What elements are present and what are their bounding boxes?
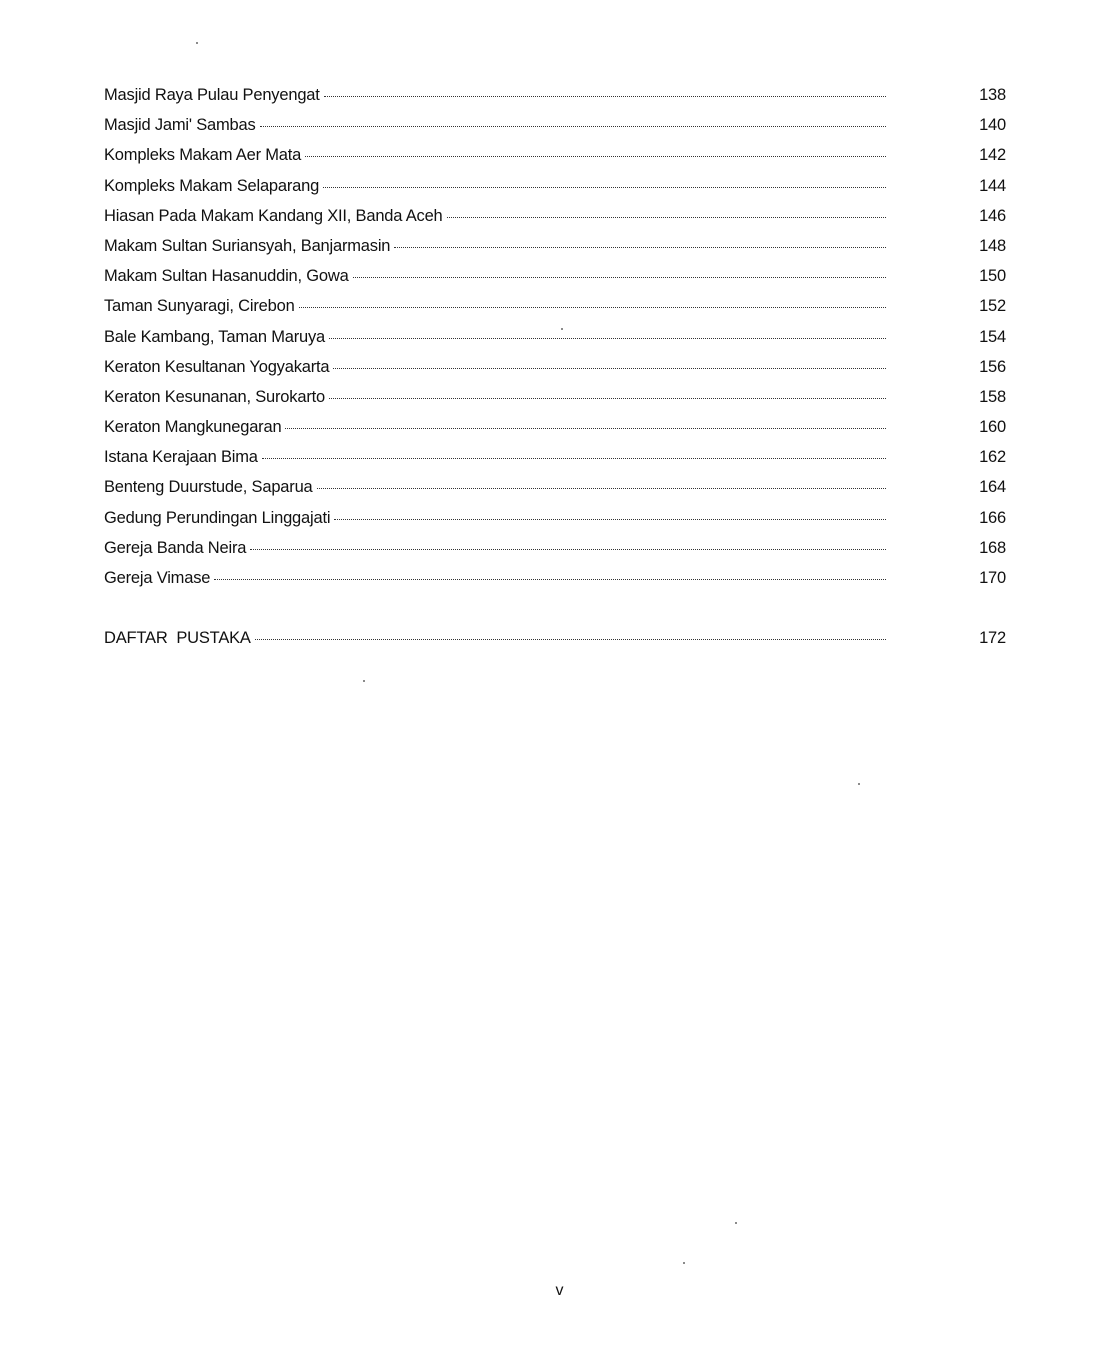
toc-entry [104,569,1006,599]
dot-leader [317,488,886,489]
toc-entry-page: 138 [979,86,1006,104]
toc-entry-title: Benteng Duurstude, Saparua [104,478,313,497]
toc-entry-title: Kompleks Makam Selaparang [104,176,320,195]
toc-entry [104,177,1006,207]
toc-entry [104,388,1006,418]
toc-entry-page: 144 [979,176,1006,195]
dot-leader [260,126,886,127]
toc-entry-page: 148 [979,236,1006,255]
dot-leader [333,368,886,369]
toc-entry-title: Keraton Kesunanan, Surokarto [104,387,325,406]
toc-entry-page: 146 [979,206,1006,225]
dot-leader [329,338,886,339]
scan-speck [735,1222,737,1224]
section-gap [104,599,1006,629]
dot-leader [334,519,886,520]
scan-speck [363,680,365,682]
toc-entry-title: Gereja Banda Neira [104,538,247,557]
toc-entry [104,237,1006,267]
toc-entry-page: 166 [979,508,1006,527]
page-number: v [555,1282,564,1299]
scan-speck [561,328,563,330]
dot-leader [305,156,886,157]
toc-entry [104,328,1006,358]
dot-leader [214,579,886,580]
toc-entry [104,146,1006,176]
dot-leader [353,277,886,278]
toc-entry-title: DAFTAR PUSTAKA [104,629,251,648]
toc-entry [104,418,1006,448]
toc-entry [104,509,1006,539]
toc-entry [104,297,1006,327]
toc-entry-title: Makam Sultan Suriansyah, Banjarmasin [104,236,391,255]
toc-entry-page: 160 [979,418,1006,437]
dot-leader [285,428,886,429]
toc-entry-page: 162 [979,448,1006,467]
dot-leader [299,307,886,308]
dot-leader [250,549,886,550]
dot-leader [255,639,886,640]
toc-entry [104,116,1006,146]
toc-entry-title: Istana Kerajaan Bima [104,448,258,467]
toc-entry-title: Kompleks Makam Aer Mata [104,146,302,165]
toc-entry-title: Hiasan Pada Makam Kandang XII, Banda Aceh [104,206,443,225]
toc-entry-page: 164 [979,478,1006,497]
dot-leader [323,187,886,188]
toc-entry [104,207,1006,237]
scan-speck [196,42,198,44]
scan-speck [683,1262,685,1264]
toc-entry-page: 154 [979,327,1006,346]
toc-entry-page: 140 [979,116,1006,135]
toc-entry-page: 152 [979,297,1006,316]
toc-entry-title: Makam Sultan Hasanuddin, Gowa [104,267,349,286]
toc-entry-title: Keraton Kesultanan Yogyakarta [104,357,330,376]
toc-entry-bibliography [104,629,1006,659]
dot-leader [329,398,886,399]
toc-entry [104,267,1006,297]
toc-entry-title: Taman Sunyaragi, Cirebon [104,297,295,316]
dot-leader [447,217,886,218]
toc-entry-page: 170 [979,569,1006,587]
toc-entry-page: 156 [979,357,1006,376]
toc-entry-page: 142 [979,146,1006,165]
toc-entry-title: Gereja Vimase [104,569,211,587]
toc-entry-title: Masjid Jami' Sambas [104,116,256,135]
scan-speck [858,783,860,785]
toc-entry-page: 158 [979,387,1006,406]
toc-entry-page: 172 [979,629,1006,648]
toc-entry-title: Gedung Perundingan Linggajati [104,508,331,527]
table-of-contents [104,86,1006,659]
dot-leader [394,247,886,248]
toc-entry-page: 150 [979,267,1006,286]
toc-entry [104,86,1006,116]
dot-leader [262,458,886,459]
toc-entry [104,448,1006,478]
toc-entry-title: Masjid Raya Pulau Penyengat [104,86,320,104]
toc-entry-page: 168 [979,538,1006,557]
toc-entry [104,478,1006,508]
toc-entry-title: Bale Kambang, Taman Maruya [104,327,326,346]
dot-leader [324,96,886,97]
toc-entry [104,358,1006,388]
toc-entry [104,539,1006,569]
toc-entry-title: Keraton Mangkunegaran [104,418,282,437]
